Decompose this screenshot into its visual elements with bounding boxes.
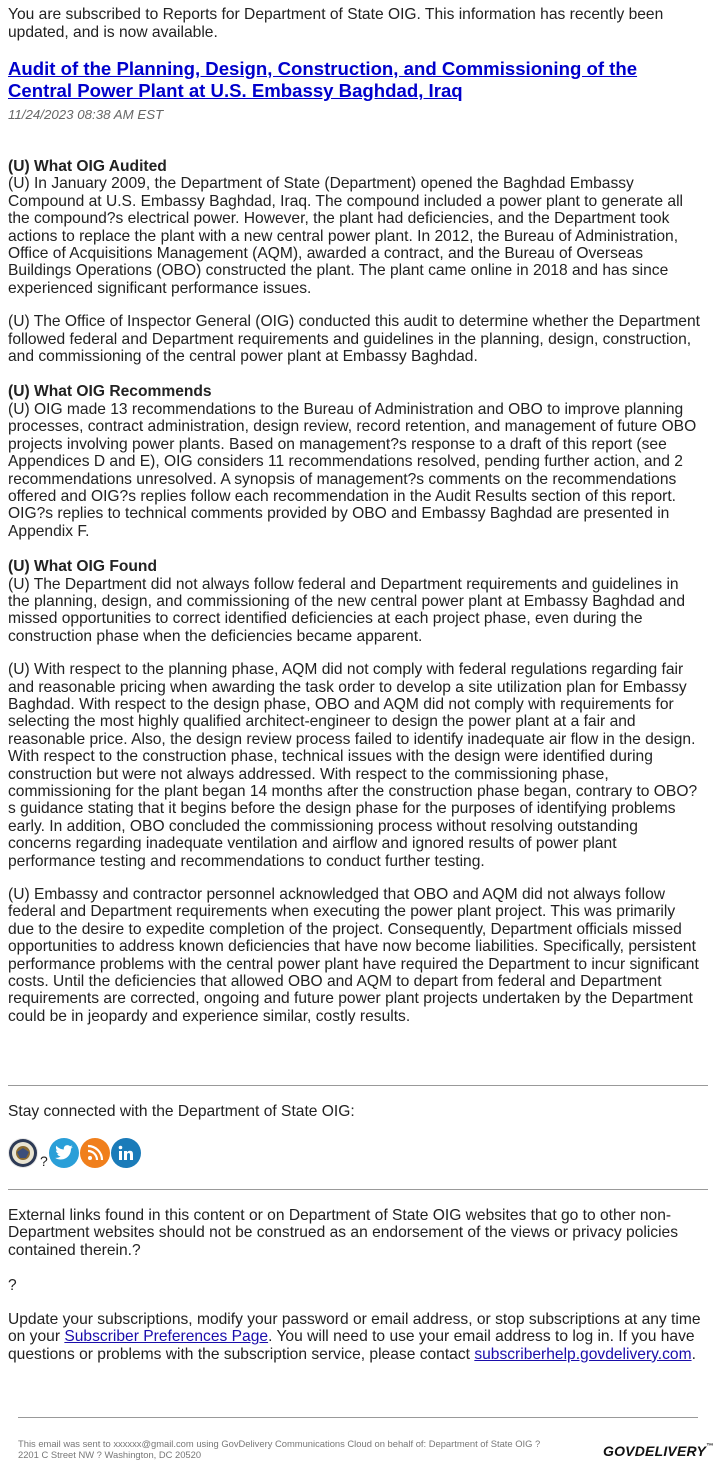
twitter-icon[interactable] (49, 1138, 79, 1168)
report-title-link[interactable]: Audit of the Planning, Design, Construction, and Commissioning of the Central Power Plant at U.S. Embassy Baghdad, Iraq (8, 58, 638, 101)
subscriber-help-link[interactable]: subscriberhelp.govdelivery.com (474, 1345, 692, 1363)
email-body (8, 6, 702, 1041)
divider (8, 1189, 708, 1190)
heading-what-oig-found: (U) What OIG Found (8, 558, 157, 576)
stay-connected-text: Stay connected with the Department of State OIG: (8, 1103, 355, 1120)
subscription-management-text (8, 1311, 702, 1363)
publish-date: 11/24/2023 08:38 AM EST (8, 107, 164, 122)
found-paragraph-2: (U) With respect to the planning phase, AQM did not comply with federal regulations regarding fair and reasonable pricing when awarding the task order to develop a site utilization plan for Embassy Baghdad. With respect to the design phase, OBO and AQM did not comply with requirements for selecting the most highly qualified architect-engineer to design the power plant at a fair and reasonable price. Also, the design review process failed to identify inadequate air flow in the design. With respect to the construction phase, technical issues with the design were identified during construction but were not always addressed. With respect to the commissioning phase, commissioning for the plant began 14 months after the construction phase began, contrary to OBO?s guidance stating that it begins before the design phase for the purposes of identifying problems early. In addition, OBO concluded the commissioning process without resolving outstanding concerns regarding inadequate ventilation and airflow and ignored results of power plant performance testing and recommendations to conduct further testing. (8, 661, 698, 870)
trademark-icon: ™ (706, 1443, 713, 1450)
stray-character: ? (8, 1277, 17, 1294)
state-seal-icon[interactable] (8, 1138, 38, 1168)
update-text-before: Update your subscriptions, modify your password or email address, or stop subscriptions at any time on your (8, 1311, 701, 1346)
linkedin-icon[interactable] (111, 1138, 141, 1168)
icon-separator: ? (40, 1153, 48, 1169)
footer-text (18, 1438, 588, 1460)
update-text-middle: . You will need to use your email address to log in. If you have questions or problems with the subscription service, please contact (8, 1328, 695, 1363)
govdelivery-logo[interactable] (603, 1443, 713, 1459)
rss-icon[interactable] (80, 1138, 110, 1168)
recommends-paragraph-1: (U) OIG made 13 recommendations to the Bureau of Administration and OBO to improve planning processes, contract administration, design review, record retention, and management of future OBO projects involving power plants. Based on management?s response to a draft of this report (see Appendices D and E), OIG considers 11 recommendations resolved, pending further action, and 2 recommendations unresolved. A synopsis of management?s comments on the recommendations offered and OIG?s replies follow each recommendation in the Audit Results section of this report. OIG?s replies to technical comments provided by OBO and Embassy Baghdad are presented in Appendix F. (8, 400, 697, 540)
govdelivery-logo-text: GOVDELIVERY (603, 1443, 707, 1459)
heading-what-oig-recommends: (U) What OIG Recommends (8, 383, 212, 401)
audited-paragraph-1: (U) In January 2009, the Department of State (Department) opened the Baghdad Embassy Compound at U.S. Embassy Baghdad, Iraq. The compound included a power plant to generate all the compound?s electrical power. However, the plant had deficiencies, and the Department took actions to replace the plant with a new central power plant. In 2012, the Bureau of Administration, Office of Acquisitions Management (AQM), awarded a contract, and the Bureau of Overseas Buildings Operations (OBO) constructed the plant. The plant came online in 2018 and has since experienced significant performance issues. (8, 175, 683, 297)
heading-what-oig-audited: (U) What OIG Audited (8, 158, 167, 175)
footer-divider (18, 1417, 698, 1418)
subscription-intro: You are subscribed to Reports for Department of State OIG. This information has recently been updated, and is now available. (8, 6, 664, 41)
social-links (8, 1138, 142, 1168)
footer-line-2: 2201 C Street NW ? Washington, DC 20520 (18, 1449, 202, 1460)
report-summary (8, 158, 702, 1025)
footer-line-1: This email was sent to xxxxxx@gmail.com using GovDelivery Communications Cloud on behalf of: Department of State OIG ? (18, 1438, 541, 1449)
divider (8, 1085, 708, 1086)
found-paragraph-1: (U) The Department did not always follow federal and Department requirements and guidelines in the planning, design, and commissioning of the new central power plant at Embassy Baghdad and missed opportunities to correct identified deficiencies at each project phase, even during the construction phase when the deficiencies became apparent. (8, 575, 686, 645)
audited-paragraph-2: (U) The Office of Inspector General (OIG) conducted this audit to determine whether the Department followed federal and Department requirements and guidelines in the planning, design, construction, and commissioning of the central power plant at Embassy Baghdad. (8, 313, 700, 366)
found-paragraph-3: (U) Embassy and contractor personnel acknowledged that OBO and AQM did not always follow federal and Department requirements when executing the power plant project. This was primarily due to the desire to expedite completion of the project. Consequently, Department officials missed opportunities to address known deficiencies that have now become liabilities. Specifically, persistent performance problems with the central power plant have required the Department to incur significant costs. Until the deficiencies that allowed OBO and AQM to depart from federal and Department requirements are corrected, ongoing and future power plant projects undertaken by the Department could be in jeopardy and experience similar, costly results. (8, 886, 699, 1025)
subscriber-preferences-link[interactable]: Subscriber Preferences Page (64, 1328, 269, 1346)
external-links-disclaimer: External links found in this content or on Department of State OIG websites that go to other non-Department websites should not be construed as an endorsement of the views or privacy policies contained therein.? (8, 1207, 679, 1259)
update-text-after: . (691, 1345, 696, 1363)
